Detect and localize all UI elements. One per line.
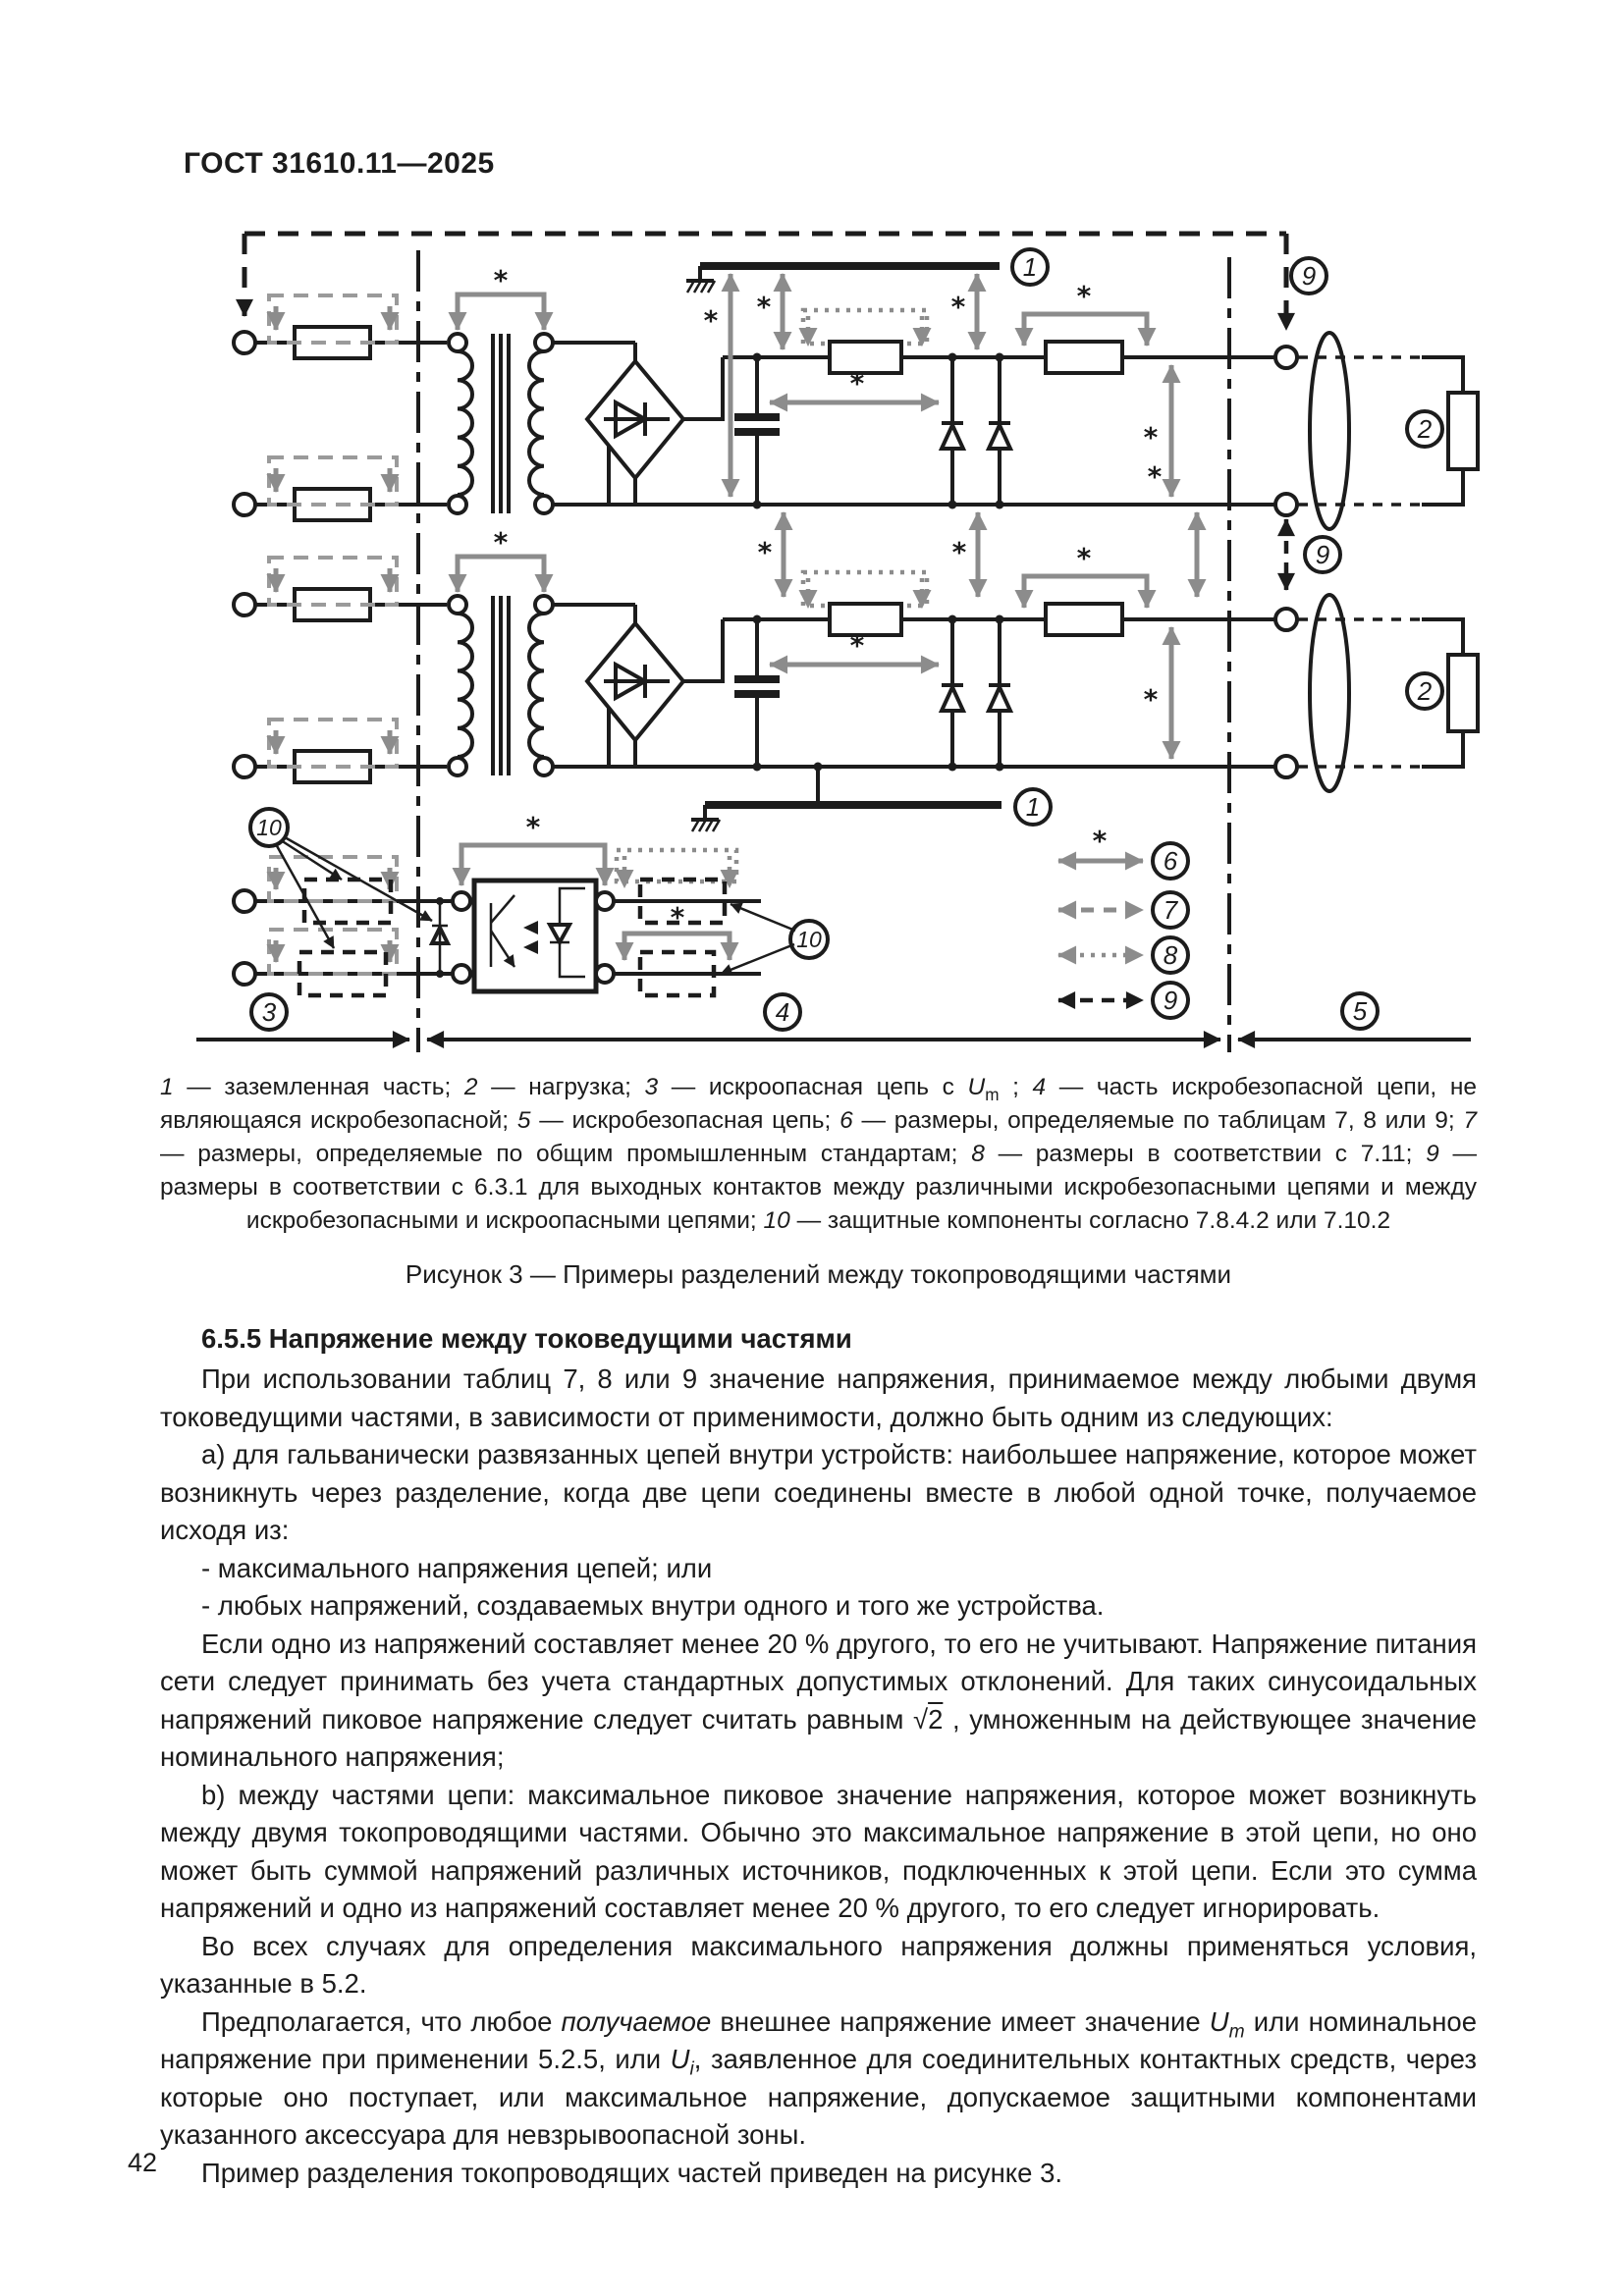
paragraph: a) для гальванически развязанных цепей внутри устройств: наибольшее напряжение, которое может возникнуть через разделение, когда две цепи соединены вместе в любой одной точке, получаемое исходя из:: [160, 1439, 1477, 1545]
clearance-box-dotted: [617, 850, 736, 881]
page-number: 42: [128, 2148, 158, 2177]
svg-text:9: 9: [1315, 540, 1330, 569]
list-item: - максимального напряжения цепей; или: [201, 1552, 713, 1583]
input-terminal: [234, 890, 255, 912]
svg-text:*: *: [756, 291, 772, 323]
svg-text:*: *: [1092, 825, 1108, 857]
section-heading: 6.5.5 Напряжение между токоведущими частями: [201, 1323, 852, 1354]
svg-text:*: *: [525, 811, 541, 843]
svg-text:1: 1: [1022, 252, 1038, 282]
svg-text:*: *: [951, 536, 967, 568]
svg-text:1: 1: [1025, 792, 1041, 822]
figure-caption: 1 — заземленная часть; 2 — нагрузка; 3 — искроопасная цепь с $U_m$ ; 4 — часть искробезопасной цепи, не являющаяся искробезопасной; 5 — искробезопасная цепь; 6 — размеры, определяемые по таблицам 7, 8 или 9; 7 — размеры, определяемые по общим промышленным стандартам; 8 — размеры в соответствии с 7.11; 9 — размеры в соответствии с 6.3.1 для выходных контактов между различными искробезопасными цепями и между искробезопасными и искроопасными цепями; 10 — защитные компоненты согласно 7.8.4.2 или 7.10.2: [160, 1074, 1478, 1234]
legend: [1058, 825, 1188, 1018]
zone-3: 3: [261, 997, 277, 1027]
svg-text:*: *: [1147, 460, 1163, 493]
zone-spans: [196, 993, 1471, 1040]
svg-text:*: *: [950, 291, 966, 323]
legend-6: 6: [1163, 846, 1178, 876]
document-header: ГОСТ 31610.11—2025: [184, 147, 495, 180]
legend-8: 8: [1163, 940, 1178, 970]
section-body: [160, 1361, 1477, 2192]
list-item: - любых напряжений, создаваемых внутри одного и того же устройства.: [201, 1590, 1105, 1621]
zone-4: 4: [775, 997, 790, 1027]
paragraph: b) между частями цепи: максимальное пиковое значение напряжения, которое может возникнуть между двумя токопроводящими частями. Обычно это максимальное напряжение в этой цепи, но оно может быть суммой напряжений различных источников, подключенных к этой цепи. Если это сумма напряжений и одно из напряжений составляет менее 20 % другого, то его следует игнорировать.: [160, 1779, 1477, 1923]
svg-text:10: 10: [256, 815, 282, 840]
paragraph: Если одно из напряжений составляет менее 20 % другого, то его не учитывают. Напряжение питания сети следует принимать без учета стандартных допустимых отклонений. Для таких синусоидальных напряжений пиковое напряжение следует считать равным √2 , умноженным на действующее значение номинального напряжения;: [160, 1628, 1477, 1772]
svg-text:10: 10: [796, 927, 822, 952]
legend-9: 9: [1163, 986, 1178, 1015]
legend-7: 7: [1163, 895, 1178, 925]
zone-5: 5: [1352, 996, 1368, 1026]
paragraph: Во всех случаях для определения максимального напряжения должны применяться условия, указанные в 5.2.: [160, 1930, 1477, 1999]
boundary-distance-9: [244, 234, 1326, 330]
svg-text:*: *: [670, 901, 685, 934]
paragraph: Пример разделения токопроводящих частей приведен на рисунке 3.: [201, 2157, 1063, 2188]
paragraph: Предполагается, что любое получаемое внешнее напряжение имеет значение $U_m$ или номинальное напряжение при применении 5.2.5, или $U_i$, заявленное для соединительных контактных средств, через которые оно поступает, или максимальное напряжение, допускаемое защитными компонентами указанного аксессуара для невзрывоопасной зоны.: [160, 2005, 1477, 2150]
grounded-part-bottom: [691, 763, 1051, 832]
figure-title: Рисунок 3 — Примеры разделений между токопроводящими частями: [405, 1259, 1232, 1289]
svg-text:*: *: [703, 304, 719, 337]
svg-text:9: 9: [1301, 261, 1317, 291]
grounded-part-top: [686, 249, 1048, 293]
optocoupler: [453, 881, 614, 991]
svg-text:*: *: [757, 536, 773, 568]
shunt-zener: [432, 897, 448, 978]
figure-3-schematic: [137, 142, 1502, 1060]
optocoupler-row: [234, 809, 828, 995]
paragraph: При использовании таблиц 7, 8 или 9 значение напряжения, принимаемое между любыми двумя токоведущими частями, в зависимости от применимости, должно быть одним из следующих:: [160, 1363, 1477, 1432]
input-terminal: [234, 963, 255, 985]
